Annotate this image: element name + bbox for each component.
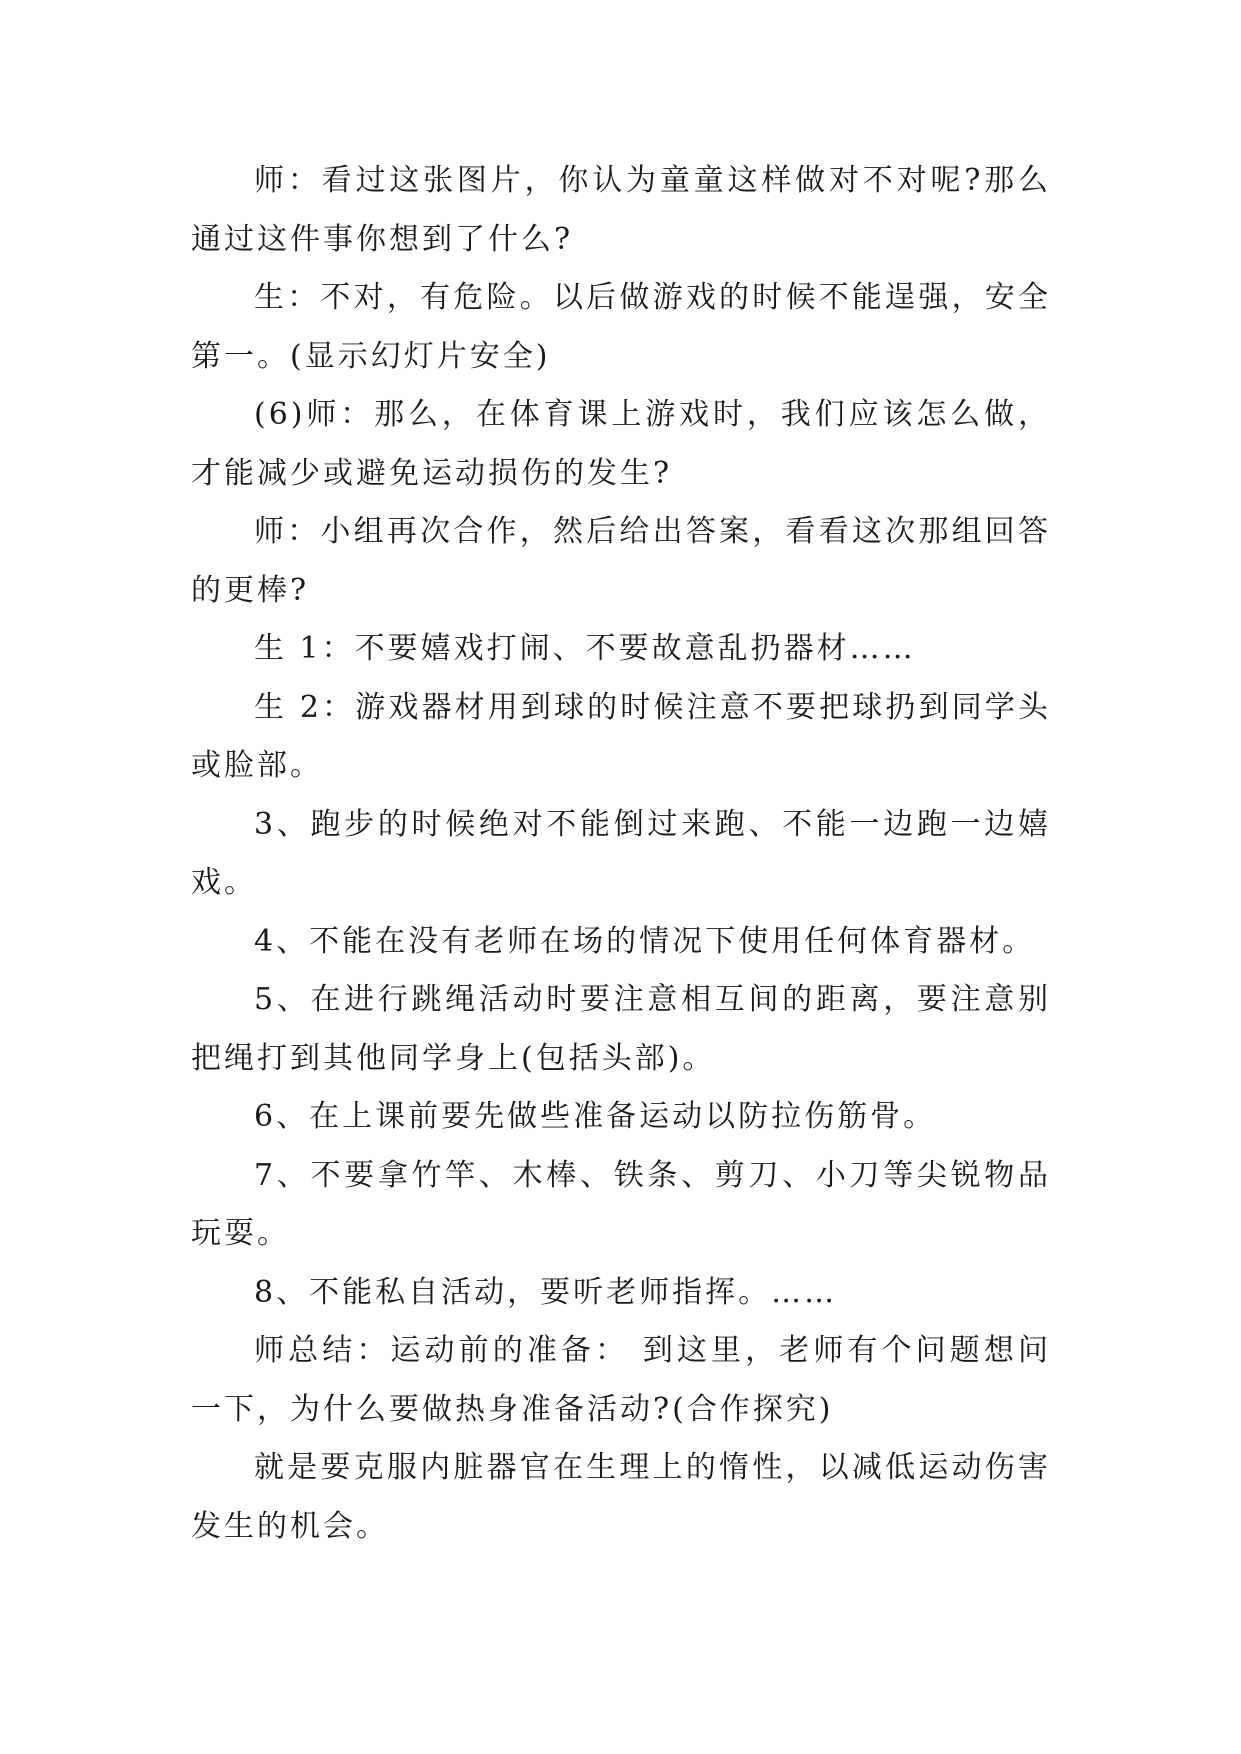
paragraph-rule-7: 7、不要拿竹竿、木棒、铁条、剪刀、小刀等尖锐物品玩耍。	[191, 1157, 1051, 1251]
paragraph-student-safety-answer: 生：不对，有危险。以后做游戏的时候不能逞强，安全第一。(显示幻灯片安全)	[191, 280, 1051, 374]
paragraph-teacher-picture-question: 师：看过这张图片，你认为童童这样做对不对呢?那么通过这件事你想到了什么?	[191, 163, 1051, 257]
paragraph-rule-8: 8、不能私自活动，要听老师指挥。……	[254, 1274, 838, 1310]
paragraph-student-2: 生 2：游戏器材用到球的时候注意不要把球扔到同学头或脸部。	[191, 689, 1051, 783]
paragraph-warmup-explanation: 就是要克服内脏器官在生理上的惰性，以减低运动伤害发生的机会。	[191, 1450, 1051, 1544]
paragraph-rule-4: 4、不能在没有老师在场的情况下使用任何体育器材。	[254, 923, 1036, 959]
paragraph-teacher-group-work: 师：小组再次合作，然后给出答案，看看这次那组回答的更棒?	[191, 514, 1051, 608]
paragraph-rule-5: 5、在进行跳绳活动时要注意相互间的距离，要注意别把绳打到其他同学身上(包括头部)。	[191, 982, 1051, 1076]
paragraph-rule-6: 6、在上课前要先做些准备运动以防拉伤筋骨。	[254, 1099, 937, 1134]
paragraph-rule-3: 3、跑步的时候绝对不能倒过来跑、不能一边跑一边嬉戏。	[191, 806, 1051, 900]
paragraph-teacher-question-6: (6)师：那么，在体育课上游戏时，我们应该怎么做，才能减少或避免运动损伤的发生?	[191, 397, 1051, 491]
document-body	[191, 152, 1051, 1556]
paragraph-teacher-summary: 师总结：运动前的准备： 到这里，老师有个问题想问一下，为什么要做热身准备活动?(合作探究)	[191, 1333, 1051, 1427]
paragraph-student-1: 生 1：不要嬉戏打闹、不要故意乱扔器材……	[254, 631, 916, 666]
